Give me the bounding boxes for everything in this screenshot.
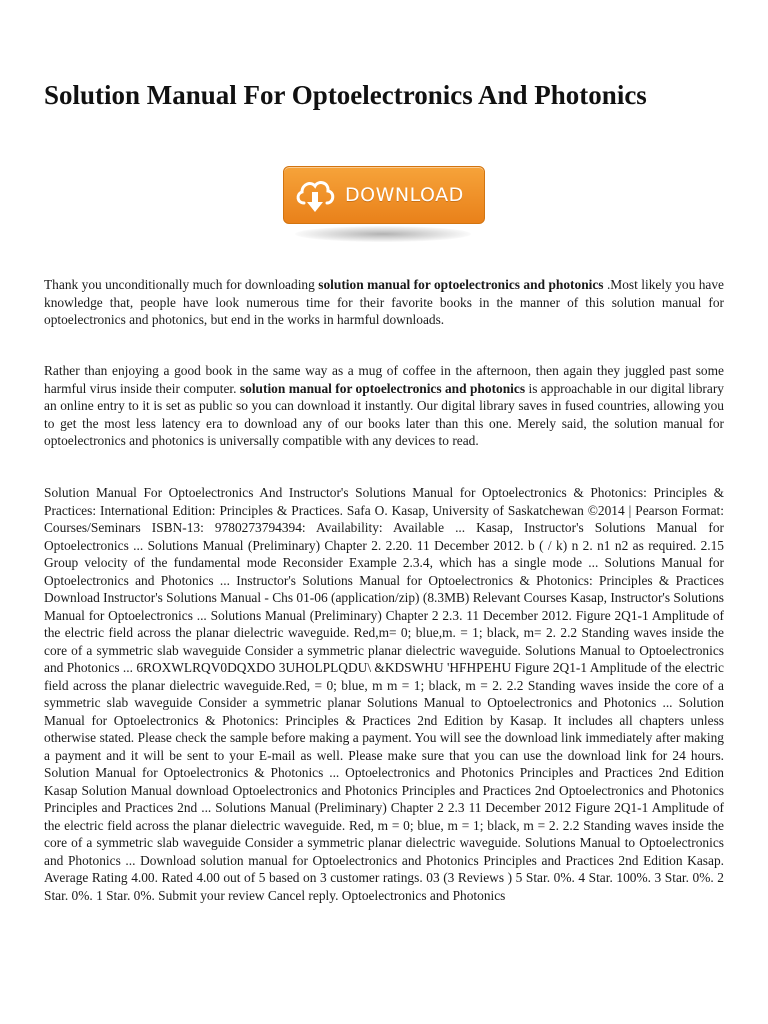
second-paragraph: [44, 362, 724, 450]
page-title: Solution Manual For Optoelectronics And Photonics: [44, 80, 647, 110]
second-bold-title: solution manual for optoelectronics and photonics: [239, 380, 526, 396]
intro-text-start: Thank you unconditionally much for downloading: [44, 277, 319, 292]
cloud-download-icon: [293, 173, 337, 217]
download-banner[interactable]: [283, 166, 485, 248]
second-text-start: Rather than enjoying a good book in the same way as a mug of coffee in the afternoon, then again they juggled past some harmful virus inside their computer.: [44, 363, 724, 396]
intro-text-end: .Most likely you have knowledge that, people have look numerous time for their favorite books in the manner of this solution manual for optoelectronics and photonics, but end in the works in harmful downloads.: [44, 277, 724, 327]
download-button[interactable]: [283, 166, 485, 224]
intro-bold-title: solution manual for optoelectronics and photonics: [318, 277, 604, 292]
download-button-shadow: [295, 226, 471, 242]
download-label: DOWNLOAD: [345, 184, 464, 206]
body-paragraph: Solution Manual For Optoelectronics And Instructor's Solutions Manual for Optoelectronics & Photonics: Principles & Practices: International Edition: Principles & Practices. Safa O. Kasap, University of Saskatchewan ©2014 | Pearson Format: Courses/Seminars ISBN-13: 9780273794394: Availability: Available ... Kasap, Instructor's Solutions Manual for Optoelectronics ... Solutions Manual (Preliminary) Chapter 2. 2.20. 11 December 2012. b ( / k) n 2. n1 n2 as required. 2.15 Group velocity of the fundamental mode Reconsider Example 2.3.4, which has a single mode ... Solutions Manual for Optoelectronics and Photonics ... Instructor's Solutions Manual for Optoelectronics & Photonics: Principles & Practices Download Instructor's Solutions Manual - Chs 01-06 (application/zip) (8.3MB) Relevant Courses Kasap, Instructor's Solutions Manual for Optoelectronics ... Solutions Manual (Preliminary) Chapter 2 2.3. 11 December 2012. Figure 2Q1-1 Amplitude of the electric field across the planar dielectric waveguide. Red,m= 0; blue,m. = 1; black, m= 2. 2.2 Standing waves inside the core of a symmetric slab waveguide Consider a symmetric planar dielectric waveguide. Solutions Manual to Optoelectronics and Photonics ... 6ROXWLRQV0DQXDO 3UHOLPLQDU\ &KDSWHU 'HFHPEHU Figure 2Q1-1 Amplitude of the electric field across the planar dielectric waveguide.Red, = 0; blue, m m = 1; black, m = 2. 2.2 Standing waves inside the core of a symmetric slab waveguide Consider a symmetric planar Solutions Manual to Optoelectronics and Photonics ... Solution Manual for Optoelectronics & Photonics: Principles & Practices 2nd Edition by Kasap. It includes all chapters unless otherwise stated. Please check the sample before making a payment. You will see the download link immediately after making a payment and it will be sent to your E-mail as well. Please make sure that you can use the download link for 24 hours. Solution Manual for Optoelectronics & Photonics ... Optoelectronics and Photonics Principles and Practices 2nd Edition Kasap Solution Manual download Optoelectronics and Photonics Principles and Practices 2nd Optoelectronics and Photonics Principles and Practices 2nd ... Solutions Manual (Preliminary) Chapter 2 2.3 11 December 2012 Figure 2Q1-1 Amplitude of the electric field across the planar dielectric waveguide. Red, m = 0; blue, m = 1; black, m = 2. 2.2 Standing waves inside the core of a symmetric slab waveguide Consider a symmetric planar dielectric waveguide. Solutions Manual to Optoelectronics and Photonics ... Download solution manual for Optoelectronics and Photonics Principles and Practices 2nd Edition Kasap. Average Rating 4.00. Rated 4.00 out of 5 based on 3 customer ratings. 03 (3 Reviews ) 5 Star. 0%. 4 Star. 100%. 3 Star. 0%. 2 Star. 0%. 1 Star. 0%. Submit your review Cancel reply. Optoelectronics and Photonics: [44, 485, 724, 903]
intro-paragraph: [44, 276, 724, 329]
second-text-end: is approachable in our digital library an online entry to it is set as public so you can download it instantly. Our digital library saves in fused countries, allowing you to get the most less latency era to download any of our books later than this one. Merely said, the solution manual for optoelectronics and photonics is universally compatible with any devices to read.: [44, 380, 724, 448]
